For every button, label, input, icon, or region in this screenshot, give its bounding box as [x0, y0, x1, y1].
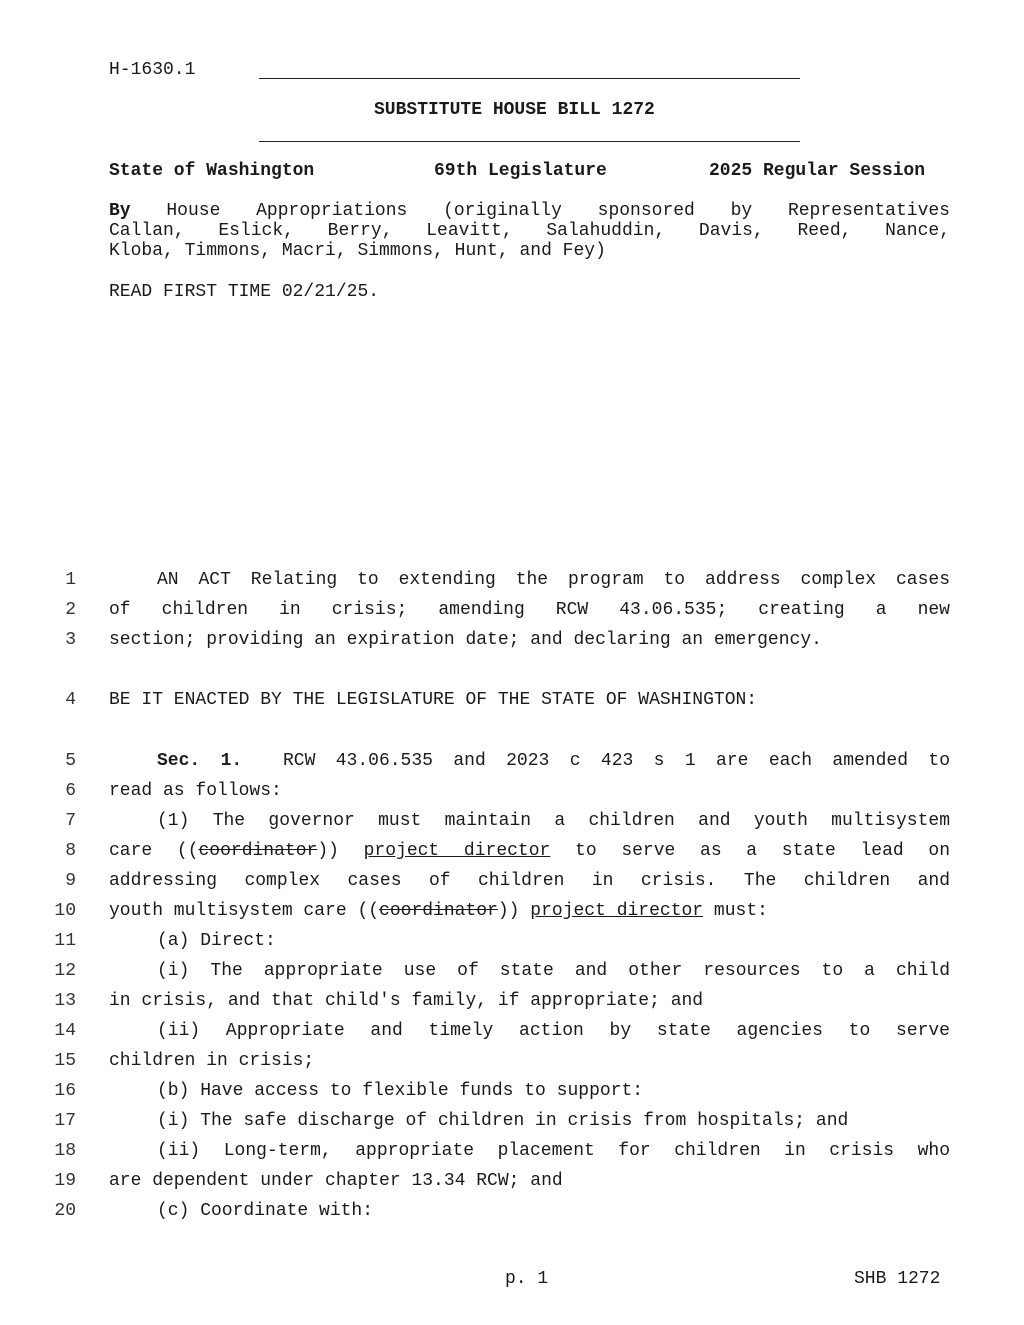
body-line: of children in crisis; amending RCW 43.06.535; creating a new	[109, 600, 950, 620]
line-number: 13	[54, 991, 76, 1011]
line-number: 1	[65, 570, 76, 590]
session-label: 2025 Regular Session	[709, 161, 926, 181]
sponsor-block	[109, 201, 950, 261]
line-number: 10	[54, 901, 76, 921]
amended-line: youth multisystem care ((coordinator)) project director must:	[109, 901, 768, 921]
body-line: in crisis, and that child's family, if appropriate; and	[109, 991, 704, 1011]
line-number: 2	[65, 600, 76, 620]
document-id: H-1630.1	[109, 60, 196, 80]
line-number: 14	[54, 1021, 76, 1041]
body-line: (i) The appropriate use of state and other resources to a child	[157, 961, 950, 981]
body-line: (b) Have access to flexible funds to support:	[157, 1081, 644, 1101]
read-first-time: READ FIRST TIME 02/21/25.	[109, 282, 380, 302]
line-number: 4	[65, 690, 76, 710]
inserted-text: project director	[363, 841, 551, 861]
body-line: (c) Coordinate with:	[157, 1201, 374, 1221]
page-number: p. 1	[505, 1269, 549, 1289]
body-line: section; providing an expiration date; and declaring an emergency.	[109, 630, 822, 650]
line-number: 3	[65, 630, 76, 650]
body-line: (a) Direct:	[157, 931, 276, 951]
body-line: read as follows:	[109, 781, 282, 801]
sponsor-by: By	[109, 201, 131, 221]
body-line: AN ACT Relating to extending the program to address complex cases	[157, 570, 950, 590]
line-number: 11	[54, 931, 76, 951]
line-number: 5	[65, 751, 76, 771]
line-number: 12	[54, 961, 76, 981]
body-line: children in crisis;	[109, 1051, 315, 1071]
bill-title: SUBSTITUTE HOUSE BILL 1272	[374, 100, 655, 120]
footer-bill-id: SHB 1272	[854, 1269, 941, 1289]
line-number: 16	[54, 1081, 76, 1101]
line-number: 15	[54, 1051, 76, 1071]
body-line: (i) The safe discharge of children in crisis from hospitals; and	[157, 1111, 849, 1131]
sponsor-line-1: House Appropriations (originally sponsored by Representatives	[166, 201, 950, 221]
enacting-clause: BE IT ENACTED BY THE LEGISLATURE OF THE STATE OF WASHINGTON:	[109, 690, 758, 710]
sponsor-line-2: Callan, Eslick, Berry, Leavitt, Salahuddin, Davis, Reed, Nance,	[109, 221, 950, 241]
inserted-text: project director	[530, 901, 704, 921]
line-number: 6	[65, 781, 76, 801]
line-number: 17	[54, 1111, 76, 1131]
line-number: 9	[65, 871, 76, 891]
line-number: 19	[54, 1171, 76, 1191]
title-rule-bottom	[259, 141, 800, 142]
amended-line: care ((coordinator)) project director to serve as a state lead on	[109, 841, 950, 861]
section-heading-line: Sec. 1. RCW 43.06.535 and 2023 c 423 s 1 are each amended to	[157, 751, 950, 771]
body-line: (ii) Long-term, appropriate placement for children in crisis who	[157, 1141, 950, 1161]
body-line: (1) The governor must maintain a children and youth multisystem	[157, 811, 950, 831]
line-number: 8	[65, 841, 76, 861]
line-number: 7	[65, 811, 76, 831]
title-rule-top	[259, 78, 800, 79]
body-line: are dependent under chapter 13.34 RCW; and	[109, 1171, 563, 1191]
state-label: State of Washington	[109, 161, 315, 181]
struck-text: coordinator	[198, 841, 318, 861]
sponsor-line-3: Kloba, Timmons, Macri, Simmons, Hunt, and Fey)	[109, 241, 606, 261]
body-line: (ii) Appropriate and timely action by state agencies to serve	[157, 1021, 950, 1041]
struck-text: coordinator	[379, 901, 498, 921]
line-number: 18	[54, 1141, 76, 1161]
section-label: Sec. 1.	[157, 751, 243, 771]
legislature-label: 69th Legislature	[434, 161, 607, 181]
line-number: 20	[54, 1201, 76, 1221]
body-line: addressing complex cases of children in crisis. The children and	[109, 871, 950, 891]
